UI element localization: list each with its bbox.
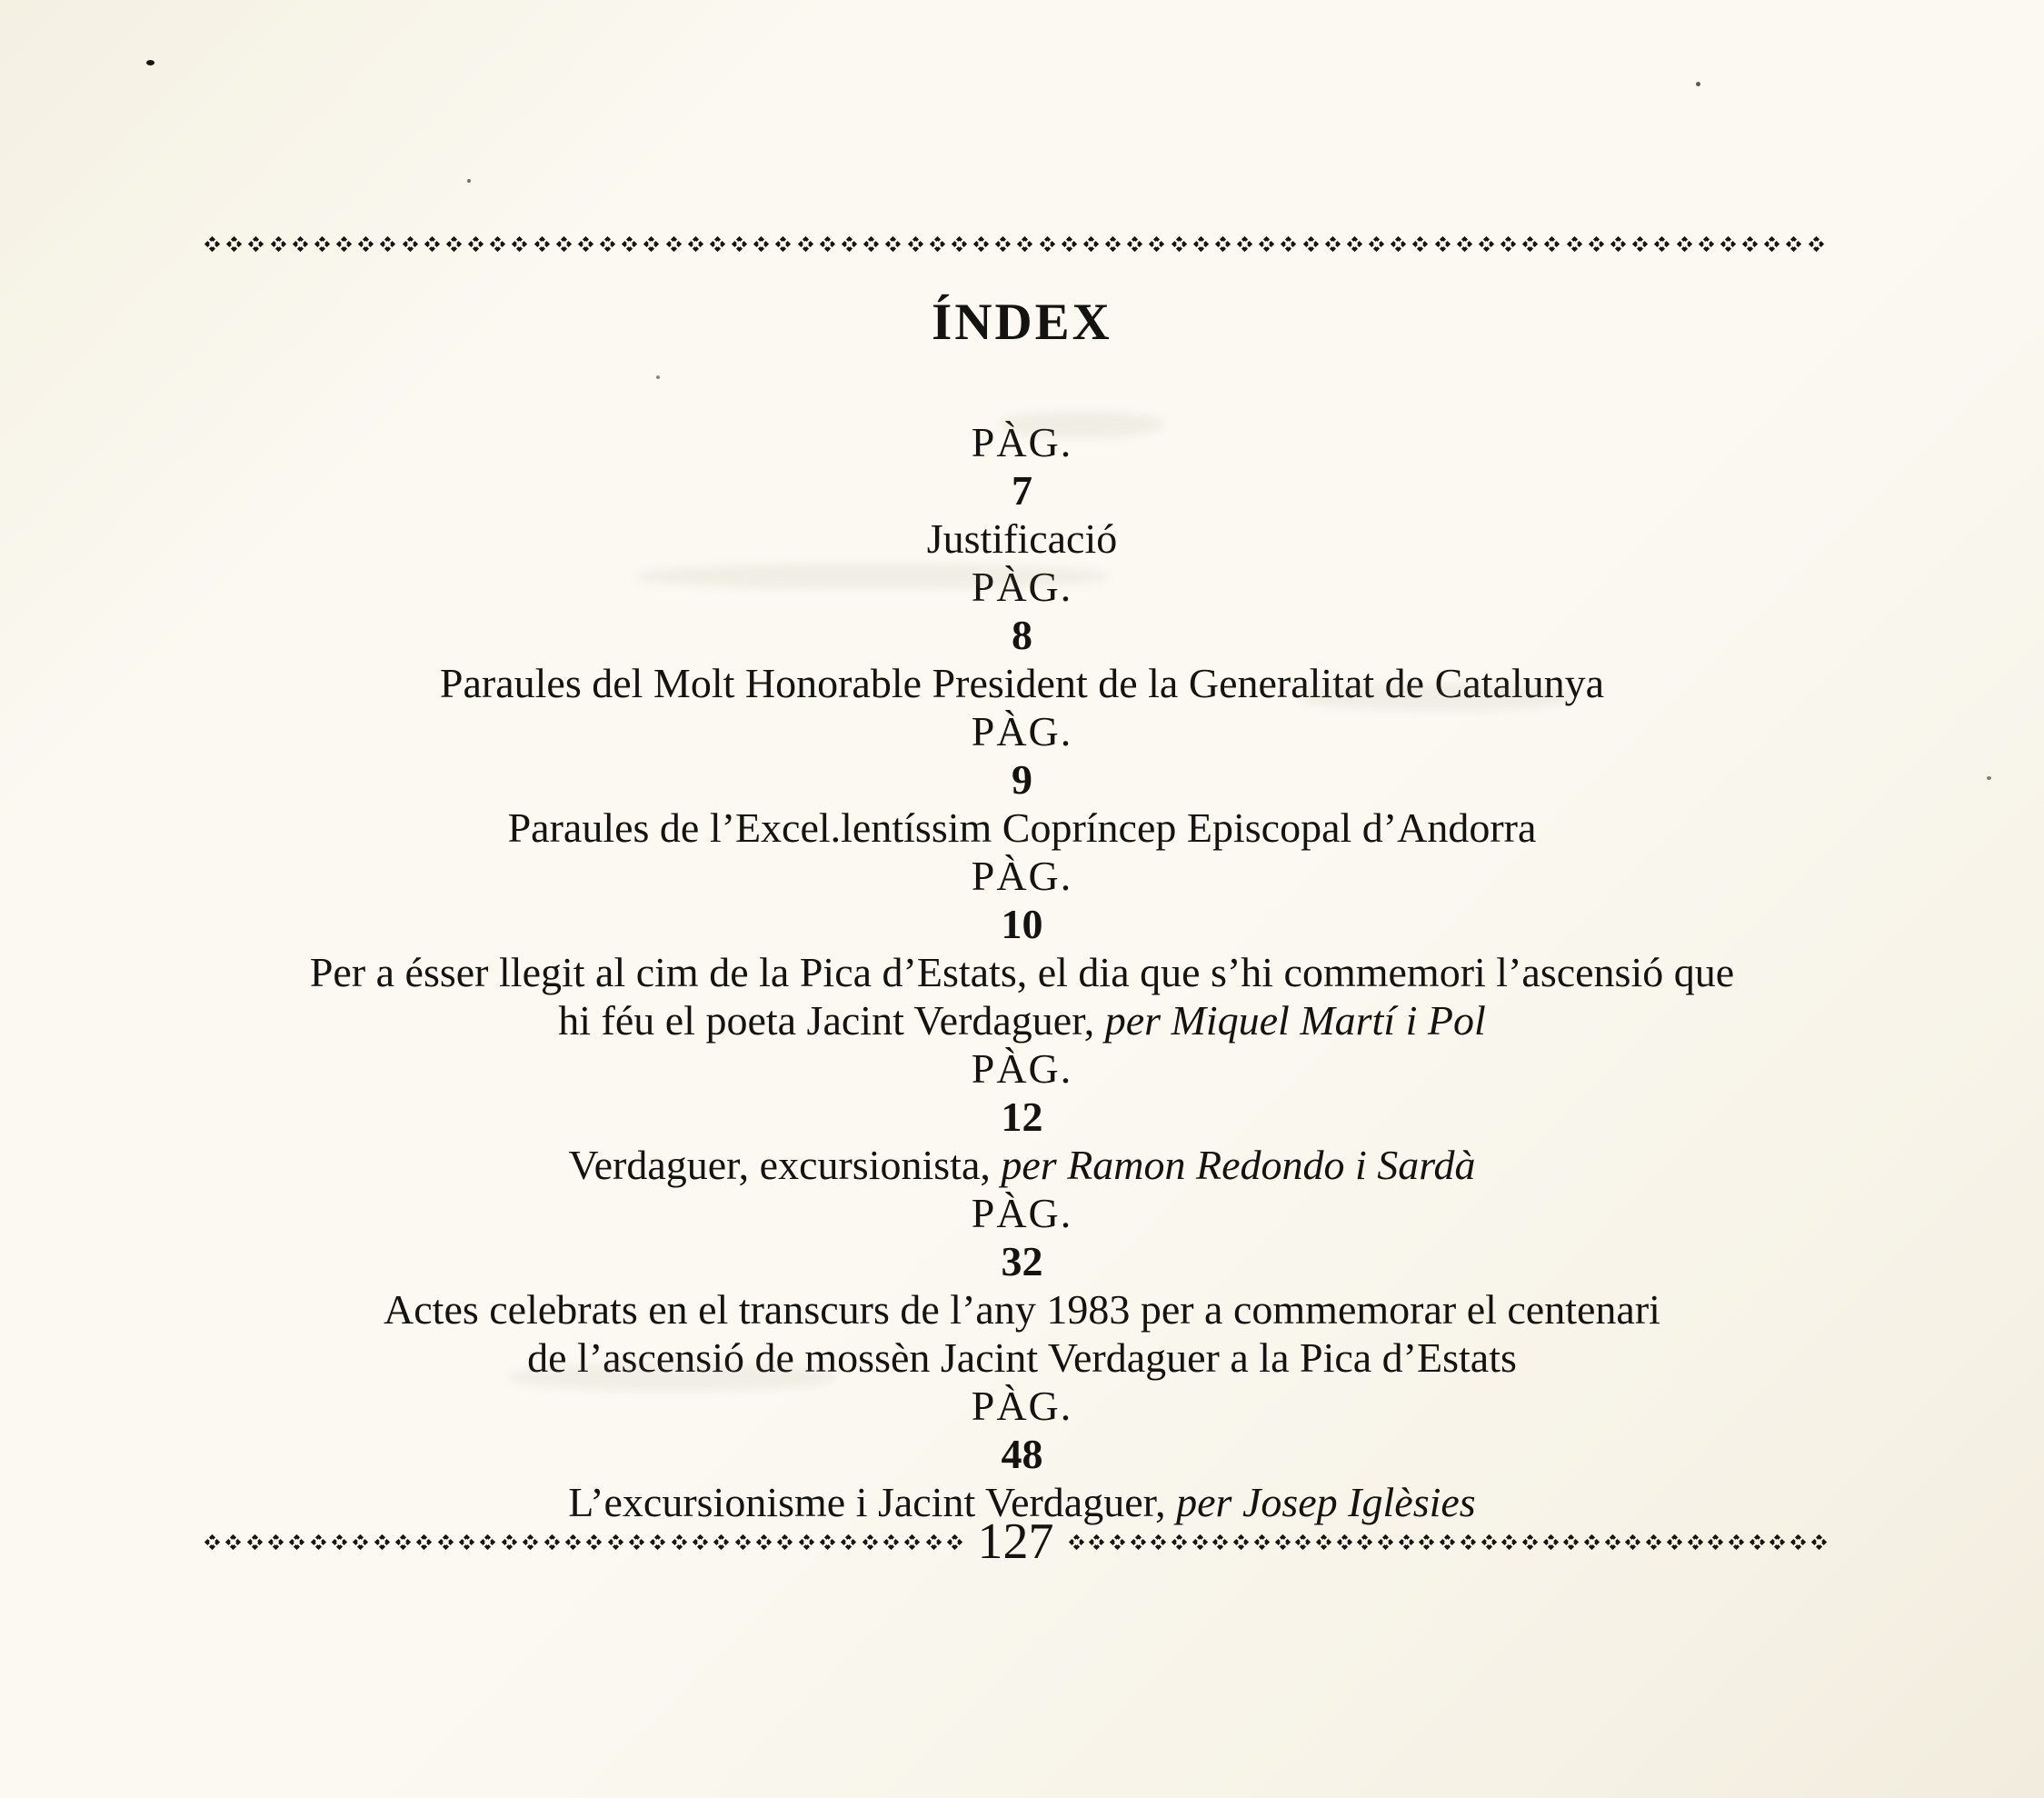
four-diamond-ornament <box>1172 236 1187 252</box>
four-diamond-ornament <box>1708 1534 1723 1550</box>
entry-page-label: PÀG. <box>971 1383 1073 1429</box>
entry-title-text: Paraules de l’Excel.lentíssim Copríncep Episcopal d’Andorra <box>507 804 1537 851</box>
four-diamond-ornament <box>395 1534 411 1550</box>
four-diamond-ornament <box>732 236 747 252</box>
four-diamond-ornament <box>1720 236 1736 252</box>
index-entry <box>0 1189 2044 1382</box>
four-diamond-ornament <box>1667 1534 1682 1550</box>
four-diamond-ornament <box>842 236 857 252</box>
four-diamond-ornament <box>1337 1534 1352 1550</box>
four-diamond-ornament <box>885 236 901 252</box>
four-diamond-ornament <box>438 1534 454 1550</box>
four-diamond-ornament <box>798 236 813 252</box>
four-diamond-ornament <box>710 236 725 252</box>
four-diamond-ornament <box>586 1534 602 1550</box>
entry-title-text: Paraules del Molt Honorable President de la Generalitat de Catalunya <box>439 660 1605 706</box>
entry-page-label: PÀG. <box>971 853 1073 899</box>
entry-page-number: 7 <box>1012 467 1032 514</box>
four-diamond-ornament <box>1786 236 1801 252</box>
four-diamond-ornament <box>756 1534 772 1550</box>
four-diamond-ornament <box>1677 236 1692 252</box>
four-diamond-ornament <box>353 1534 368 1550</box>
four-diamond-ornament <box>1127 236 1142 252</box>
four-diamond-ornament <box>622 236 637 252</box>
folio-page-number: 127 <box>977 1513 1054 1570</box>
four-diamond-ornament <box>1237 236 1252 252</box>
four-diamond-ornament <box>271 236 286 252</box>
scan-speck <box>1696 82 1700 86</box>
four-diamond-ornament <box>1357 1534 1372 1550</box>
four-diamond-ornament <box>735 1534 751 1550</box>
four-diamond-ornament <box>336 236 352 252</box>
four-diamond-ornament <box>1215 236 1231 252</box>
entry-page-label: PÀG. <box>971 564 1073 610</box>
four-diamond-ornament <box>1172 1534 1187 1550</box>
four-diamond-ornament <box>1605 1534 1620 1550</box>
four-diamond-ornament <box>688 236 703 252</box>
four-diamond-ornament <box>1303 236 1319 252</box>
four-diamond-ornament <box>930 236 945 252</box>
four-diamond-ornament <box>1062 236 1077 252</box>
four-diamond-ornament <box>1729 1534 1744 1550</box>
four-diamond-ornament <box>650 1534 665 1550</box>
footer <box>204 1513 1827 1571</box>
entry-title-line <box>0 948 2044 996</box>
four-diamond-ornament <box>403 236 418 252</box>
four-diamond-ornament <box>1419 1534 1434 1550</box>
four-diamond-ornament <box>446 236 462 252</box>
entry-title-text: L’excursionisme i Jacint Verdaguer, <box>568 1479 1177 1525</box>
four-diamond-ornament <box>1625 1534 1640 1550</box>
entry-title-text: Actes celebrats en el transcurs de l’any 1983 per a commemorar el centenari <box>384 1286 1660 1333</box>
four-diamond-ornament <box>863 236 879 252</box>
four-diamond-ornament <box>204 1534 220 1550</box>
four-diamond-ornament <box>1750 1534 1765 1550</box>
four-diamond-ornament <box>1192 1534 1208 1550</box>
entry-title-line <box>0 1334 2044 1382</box>
four-diamond-ornament <box>480 1534 495 1550</box>
bleed-through-artifact <box>1000 411 1163 438</box>
four-diamond-ornament <box>1584 1534 1600 1550</box>
four-diamond-ornament <box>1764 236 1780 252</box>
four-diamond-ornament <box>1501 1534 1517 1550</box>
four-diamond-ornament <box>1563 1534 1579 1550</box>
top-ornament-border <box>204 236 1824 252</box>
entry-title-line <box>0 1285 2044 1334</box>
four-diamond-ornament <box>1295 1534 1311 1550</box>
entry-page-number: 12 <box>1001 1094 1043 1140</box>
four-diamond-ornament <box>1347 236 1362 252</box>
four-diamond-ornament <box>565 1534 581 1550</box>
four-diamond-ornament <box>1110 1534 1125 1550</box>
four-diamond-ornament <box>1589 236 1604 252</box>
four-diamond-ornament <box>358 236 374 252</box>
four-diamond-ornament <box>1699 236 1714 252</box>
bleed-through-artifact <box>1300 684 1572 711</box>
four-diamond-ornament <box>1610 236 1626 252</box>
four-diamond-ornament <box>1254 1534 1270 1550</box>
entry-page-number: 10 <box>1001 901 1043 947</box>
four-diamond-ornament <box>1391 236 1406 252</box>
four-diamond-ornament <box>1325 236 1341 252</box>
four-diamond-ornament <box>1522 1534 1538 1550</box>
entry-title-line <box>0 1141 2044 1189</box>
entry-page-number: 8 <box>1012 612 1032 658</box>
four-diamond-ornament <box>862 1534 878 1550</box>
four-diamond-ornament <box>380 236 395 252</box>
entry-page-label: PÀG. <box>971 1045 1073 1092</box>
four-diamond-ornament <box>523 1534 538 1550</box>
four-diamond-ornament <box>1412 236 1428 252</box>
entry-page-label: PÀG. <box>971 419 1073 465</box>
bleed-through-artifact <box>636 564 1109 589</box>
entry-title-text: Justificació <box>926 515 1118 562</box>
entry-title-text: hi féu el poeta Jacint Verdaguer, <box>558 997 1105 1044</box>
four-diamond-ornament <box>1089 1534 1104 1550</box>
four-diamond-ornament <box>926 1534 942 1550</box>
four-diamond-ornament <box>1275 1534 1291 1550</box>
index-entry <box>0 1044 2044 1189</box>
four-diamond-ornament <box>1069 1534 1084 1550</box>
four-diamond-ornament <box>248 236 264 252</box>
four-diamond-ornament <box>952 236 967 252</box>
entry-title-line <box>0 659 2044 707</box>
four-diamond-ornament <box>416 1534 432 1550</box>
footer-ornament-border-right <box>1069 1534 1828 1550</box>
four-diamond-ornament <box>226 236 242 252</box>
index-entry <box>0 418 2044 563</box>
four-diamond-ornament <box>908 236 923 252</box>
four-diamond-ornament <box>693 1534 708 1550</box>
four-diamond-ornament <box>1233 1534 1249 1550</box>
entry-title-author: per Josep Iglèsies <box>1176 1479 1476 1525</box>
entry-title-author: per Miquel Martí i Pol <box>1104 997 1486 1044</box>
four-diamond-ornament <box>1316 1534 1331 1550</box>
four-diamond-ornament <box>600 236 615 252</box>
four-diamond-ornament <box>311 1534 326 1550</box>
entry-page-number: 48 <box>1001 1431 1043 1477</box>
four-diamond-ornament <box>1479 236 1494 252</box>
four-diamond-ornament <box>1378 1534 1393 1550</box>
index-entry <box>0 852 2044 1044</box>
four-diamond-ornament <box>289 1534 304 1550</box>
entry-page-number: 32 <box>1001 1238 1043 1284</box>
four-diamond-ornament <box>1259 236 1274 252</box>
entry-title-author: per Ramon Redondo i Sardà <box>1001 1142 1476 1188</box>
four-diamond-ornament <box>1543 1534 1559 1550</box>
entry-page-number: 9 <box>1012 756 1032 803</box>
four-diamond-ornament <box>1440 1534 1455 1550</box>
four-diamond-ornament <box>1632 236 1648 252</box>
entry-page-label: PÀG. <box>971 708 1073 754</box>
four-diamond-ornament <box>424 236 440 252</box>
four-diamond-ornament <box>490 236 505 252</box>
four-diamond-ornament <box>1811 1534 1827 1550</box>
four-diamond-ornament <box>1281 236 1296 252</box>
four-diamond-ornament <box>1544 236 1560 252</box>
four-diamond-ornament <box>1151 1534 1166 1550</box>
four-diamond-ornament <box>1461 1534 1476 1550</box>
four-diamond-ornament <box>468 236 484 252</box>
entry-title-line <box>0 514 2044 563</box>
index-entry <box>0 707 2044 852</box>
index-entry <box>0 1382 2044 1526</box>
four-diamond-ornament <box>268 1534 284 1550</box>
four-diamond-ornament <box>1688 1534 1703 1550</box>
four-diamond-ornament <box>534 236 550 252</box>
four-diamond-ornament <box>544 1534 560 1550</box>
four-diamond-ornament <box>225 1534 241 1550</box>
four-diamond-ornament <box>753 236 769 252</box>
four-diamond-ornament <box>775 236 791 252</box>
entry-title-text: de l’ascensió de mossèn Jacint Verdaguer a la Pica d’Estats <box>527 1334 1517 1381</box>
scan-speck <box>1987 776 1991 780</box>
four-diamond-ornament <box>1149 236 1164 252</box>
four-diamond-ornament <box>1399 1534 1414 1550</box>
four-diamond-ornament <box>973 236 989 252</box>
scan-speck <box>146 60 155 65</box>
scan-speck <box>467 179 471 183</box>
page-title: ÍNDEX <box>932 294 1112 351</box>
four-diamond-ornament <box>1083 236 1099 252</box>
four-diamond-ornament <box>247 1534 263 1550</box>
entry-title-text: Per a ésser llegit al cim de la Pica d’Estats, el dia que s’hi commemori l’ascensió que <box>309 949 1735 995</box>
four-diamond-ornament <box>556 236 572 252</box>
four-diamond-ornament <box>314 236 330 252</box>
four-diamond-ornament <box>799 1534 814 1550</box>
four-diamond-ornament <box>672 1534 687 1550</box>
four-diamond-ornament <box>1369 236 1384 252</box>
four-diamond-ornament <box>1212 1534 1228 1550</box>
four-diamond-ornament <box>904 1534 920 1550</box>
bleed-through-artifact <box>509 1363 836 1391</box>
four-diamond-ornament <box>1809 236 1824 252</box>
four-diamond-ornament <box>1040 236 1055 252</box>
four-diamond-ornament <box>777 1534 793 1550</box>
four-diamond-ornament <box>502 1534 517 1550</box>
entry-title-line <box>0 996 2044 1044</box>
four-diamond-ornament <box>608 1534 623 1550</box>
four-diamond-ornament <box>666 236 682 252</box>
four-diamond-ornament <box>578 236 593 252</box>
four-diamond-ornament <box>643 236 659 252</box>
four-diamond-ornament <box>1522 236 1538 252</box>
four-diamond-ornament <box>820 236 835 252</box>
four-diamond-ornament <box>1646 1534 1661 1550</box>
four-diamond-ornament <box>1481 1534 1497 1550</box>
four-diamond-ornament <box>629 1534 644 1550</box>
entry-title-text: Verdaguer, excursionista, <box>568 1142 1002 1188</box>
entry-title-line <box>0 804 2044 852</box>
four-diamond-ornament <box>995 236 1011 252</box>
four-diamond-ornament <box>374 1534 390 1550</box>
four-diamond-ornament <box>1501 236 1516 252</box>
four-diamond-ornament <box>1131 1534 1146 1550</box>
four-diamond-ornament <box>1457 236 1472 252</box>
four-diamond-ornament <box>204 236 220 252</box>
four-diamond-ornament <box>293 236 308 252</box>
four-diamond-ornament <box>1017 236 1032 252</box>
four-diamond-ornament <box>1770 1534 1785 1550</box>
entry-page-label: PÀG. <box>971 1190 1073 1236</box>
scan-speck <box>656 375 660 379</box>
four-diamond-ornament <box>1193 236 1209 252</box>
four-diamond-ornament <box>841 1534 856 1550</box>
four-diamond-ornament <box>512 236 527 252</box>
four-diamond-ornament <box>1567 236 1582 252</box>
four-diamond-ornament <box>1105 236 1121 252</box>
four-diamond-ornament <box>1790 1534 1806 1550</box>
four-diamond-ornament <box>459 1534 474 1550</box>
four-diamond-ornament <box>332 1534 347 1550</box>
four-diamond-ornament <box>1742 236 1758 252</box>
four-diamond-ornament <box>883 1534 899 1550</box>
four-diamond-ornament <box>713 1534 729 1550</box>
four-diamond-ornament <box>820 1534 835 1550</box>
four-diamond-ornament <box>947 1534 962 1550</box>
four-diamond-ornament <box>1435 236 1451 252</box>
footer-ornament-border-left <box>204 1534 963 1550</box>
four-diamond-ornament <box>1654 236 1670 252</box>
